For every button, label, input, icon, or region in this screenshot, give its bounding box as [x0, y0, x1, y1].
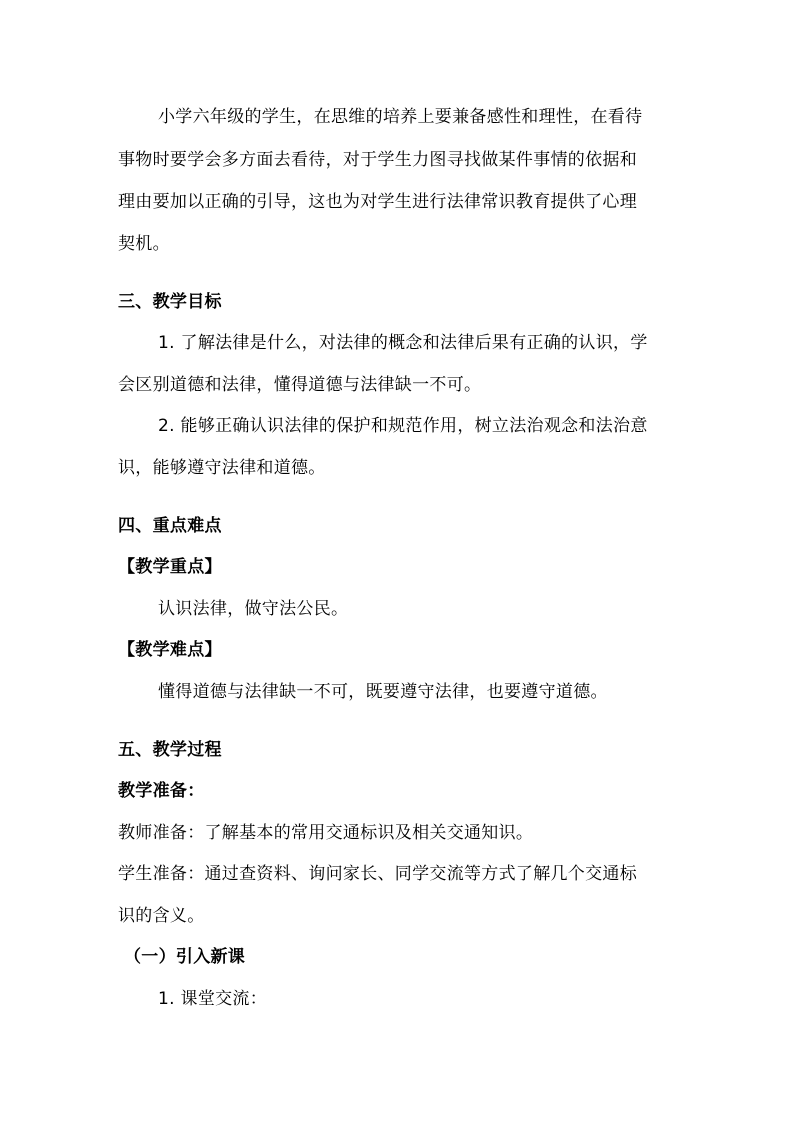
section-heading-objectives: 三、教学目标 [118, 292, 222, 312]
intro-line-3: 理由要加以正确的引导，这也为对学生进行法律常识教育提供了心理 [118, 192, 637, 212]
objective-2-line-2: 识，能够遵守法律和道德。 [118, 458, 326, 478]
objective-1-line-1: 1. 了解法律是什么，对法律的概念和法律后果有正确的认识，学 [158, 333, 648, 353]
teacher-prep-text: 教师准备：了解基本的常用交通标识及相关交通知识。 [118, 823, 534, 843]
teaching-focus-label: 【教学重点】 [118, 557, 222, 577]
teaching-focus-text: 认识法律，做守法公民。 [158, 599, 349, 619]
part-1-item-1: 1. 课堂交流： [158, 989, 268, 1009]
section-heading-key-points: 四、重点难点 [118, 516, 222, 536]
intro-line-1: 小学六年级的学生，在思维的培养上要兼备感性和理性，在看待 [158, 107, 643, 127]
teaching-prep-label: 教学准备： [118, 781, 205, 801]
teaching-difficulty-text: 懂得道德与法律缺一不可，既要遵守法律，也要遵守道德。 [158, 682, 608, 702]
objective-2-line-1: 2. 能够正确认识法律的保护和规范作用，树立法治观念和法治意 [158, 416, 648, 436]
student-prep-line-1: 学生准备：通过查资料、询问家长、同学交流等方式了解几个交通标 [118, 864, 637, 884]
objective-1-line-2: 会区别道德和法律，懂得道德与法律缺一不可。 [118, 375, 482, 395]
intro-line-2: 事物时要学会多方面去看待，对于学生力图寻找做某件事情的依据和 [118, 150, 637, 170]
intro-line-4: 契机。 [118, 234, 170, 254]
part-1-heading: （一）引入新课 [124, 947, 246, 967]
teaching-difficulty-label: 【教学难点】 [118, 640, 222, 660]
section-heading-process: 五、教学过程 [118, 740, 222, 760]
student-prep-line-2: 识的含义。 [118, 906, 205, 926]
